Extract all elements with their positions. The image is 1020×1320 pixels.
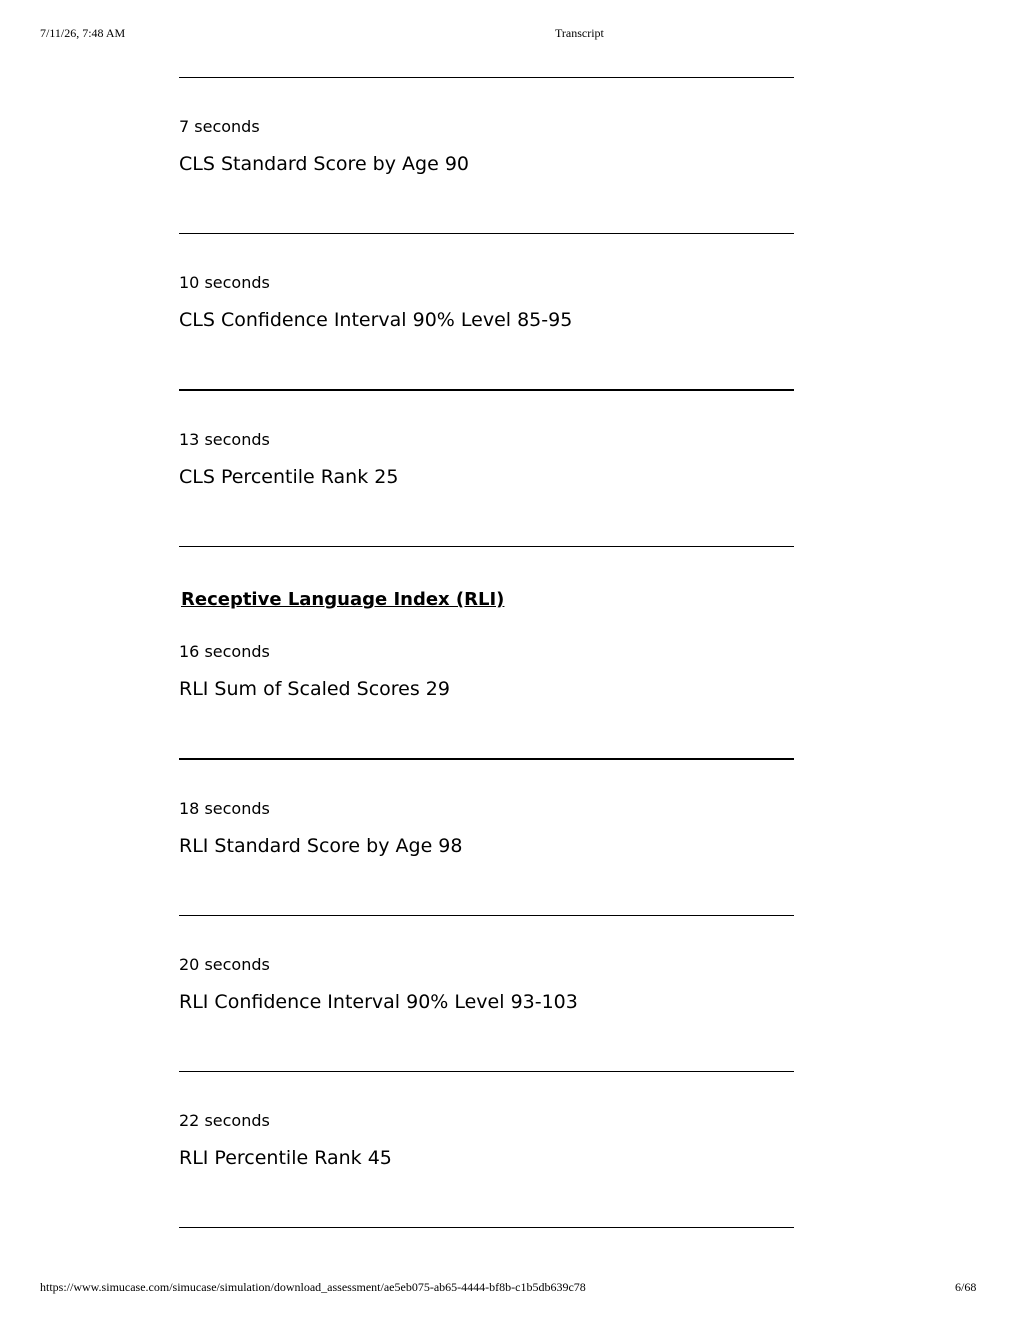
entry-time: 7 seconds [179,117,260,136]
divider [179,1071,794,1072]
entry-time: 18 seconds [179,799,270,818]
divider [179,758,794,760]
entry-text: RLI Percentile Rank 45 [179,1147,392,1169]
divider [179,915,794,916]
divider [179,389,794,391]
entry-time: 13 seconds [179,430,270,449]
entry-text: RLI Standard Score by Age 98 [179,835,463,857]
entry-text: CLS Standard Score by Age 90 [179,153,469,175]
divider [179,77,794,78]
divider [179,1227,794,1228]
entry-text: RLI Sum of Scaled Scores 29 [179,678,450,700]
entry-time: 16 seconds [179,642,270,661]
entry-text: RLI Confidence Interval 90% Level 93-103 [179,991,578,1013]
entry-time: 20 seconds [179,955,270,974]
page-number: 6/68 [955,1280,977,1294]
entry-text: CLS Confidence Interval 90% Level 85-95 [179,309,573,331]
entry-text: CLS Percentile Rank 25 [179,466,399,488]
print-title: Transcript [555,26,604,40]
print-url: https://www.simucase.com/simucase/simulation/download_assessment/ae5eb075-ab65-4444-bf8b-c1b5db639c78 [40,1280,586,1294]
print-date: 7/11/26, 7:48 AM [40,26,126,40]
section-heading: Receptive Language Index (RLI) [181,589,505,610]
divider [179,546,794,547]
entry-time: 22 seconds [179,1111,270,1130]
entry-time: 10 seconds [179,273,270,292]
divider [179,233,794,234]
